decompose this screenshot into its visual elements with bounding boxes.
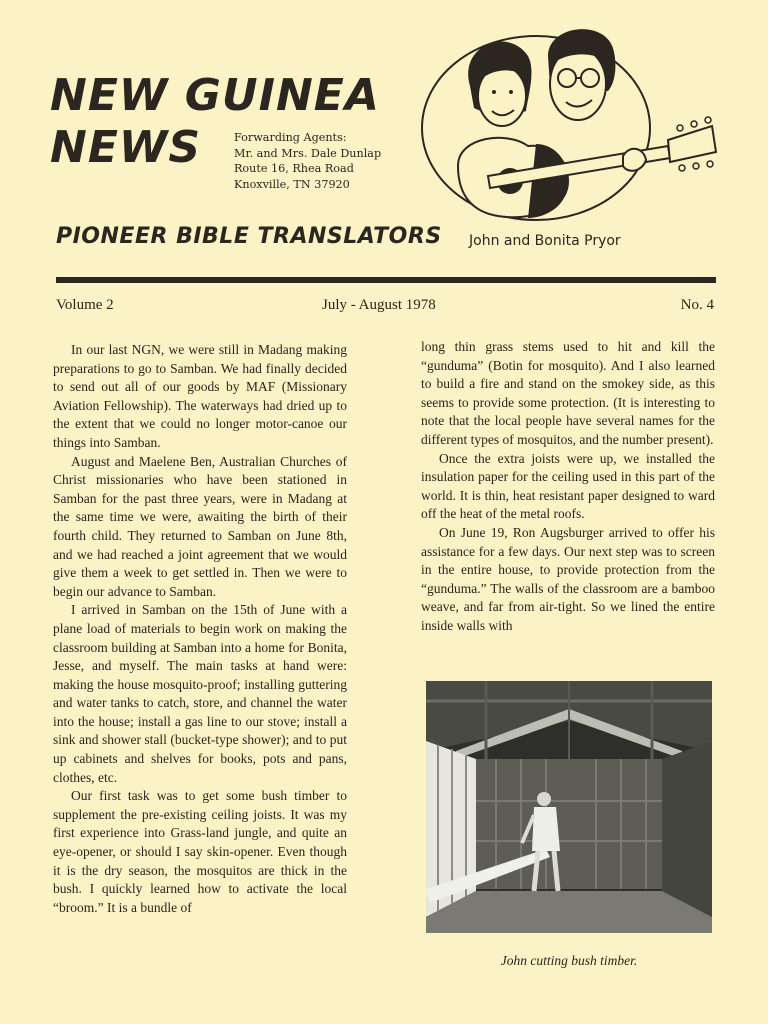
- paragraph: August and Maelene Ben, Australian Churches of Christ missionaries who have been stationed in Samban for the past three years, were in Madang at the same time we were, awaiting the birth of their fourth child. They returned to Samban on June 8th, and we had reached a joint agreement that we would give them a week to get settled in. Then we were to begin our advance to Samban.: [53, 453, 347, 599]
- paragraph: long thin grass stems used to hit and kill the “gunduma” (Botin for mosquito). And I also learned to build a fire and stand on the smokey side, as this seems to provide some protection. (It is interesting to note that the local people have several names for the different types of mosquitos, and the number present).: [421, 339, 715, 447]
- issue-date: July - August 1978: [322, 297, 436, 313]
- agents-label: Forwarding Agents:: [234, 131, 347, 144]
- agents-name: Mr. and Mrs. Dale Dunlap: [234, 146, 382, 160]
- forwarding-agents: [234, 130, 381, 192]
- man-cartoon-face: [548, 29, 615, 120]
- issue-number: No. 4: [680, 297, 714, 313]
- guitar-icon: [458, 117, 716, 218]
- paragraph: I arrived in Samban on the 15th of June with a plane load of materials to begin work on making the classroom building at Samban into a home for Bonita, Jesse, and myself. The main tasks at hand were: making the house mosquito-proof; installing guttering and water tanks to catch, store, and channel the water into the house; install a gas line to our stove; install a sink and shower stall (bucket-type shower); and to put up cabinets and shelves for books, pots and pans, clothes, etc.: [53, 602, 347, 785]
- header-divider: [56, 277, 716, 283]
- article-column-left: [53, 341, 347, 917]
- article-column-right: [421, 338, 715, 636]
- title-line-2: NEWS: [50, 122, 202, 173]
- photo-john-cutting-timber: [426, 681, 712, 933]
- missionaries-guitar-illustration: [418, 16, 718, 226]
- authors-names: John and Bonita Pryor: [469, 233, 621, 249]
- agents-city: Knoxville, TN 37920: [234, 177, 350, 191]
- paragraph: On June 19, Ron Augsburger arrived to offer his assistance for a few days. Our next step was to screen in the entire house, to provide protection from the “gunduma.” The walls of the classroom are a bamboo weave, and far from air-tight. So we lined the entire inside walls with: [421, 524, 715, 633]
- paragraph: Once the extra joists were up, we installed the insulation paper for the ceiling used in this part of the world. It is thin, heat resistant paper designed to ward off the heat of the metal roofs.: [421, 450, 715, 522]
- photo-caption: John cutting bush timber.: [500, 953, 638, 968]
- volume-label: Volume 2: [56, 297, 114, 313]
- woman-cartoon-face: [468, 42, 531, 126]
- agents-street: Route 16, Rhea Road: [234, 162, 354, 175]
- organization-name: PIONEER BIBLE TRANSLATORS: [56, 224, 442, 249]
- paragraph: In our last NGN, we were still in Madang making preparations to go to Samban. We had finally decided to send out all of our goods by MAF (Missionary Aviation Fellowship). The waterways had dried up to the extent that we could no longer motor-canoe our things into Samban.: [53, 342, 347, 450]
- title-line-1: NEW GUINEA: [50, 70, 380, 121]
- paragraph: Our first task was to get some bush timber to supplement the pre-existing ceiling joists. It was my first experience into Grass-land jungle, and quite an eye-opener, or should I say skin-opener. Even though it is the dry season, the mosquitos are thick in the bush. I quickly learned how to activate the local “broom.” It is a bundle of: [53, 788, 347, 915]
